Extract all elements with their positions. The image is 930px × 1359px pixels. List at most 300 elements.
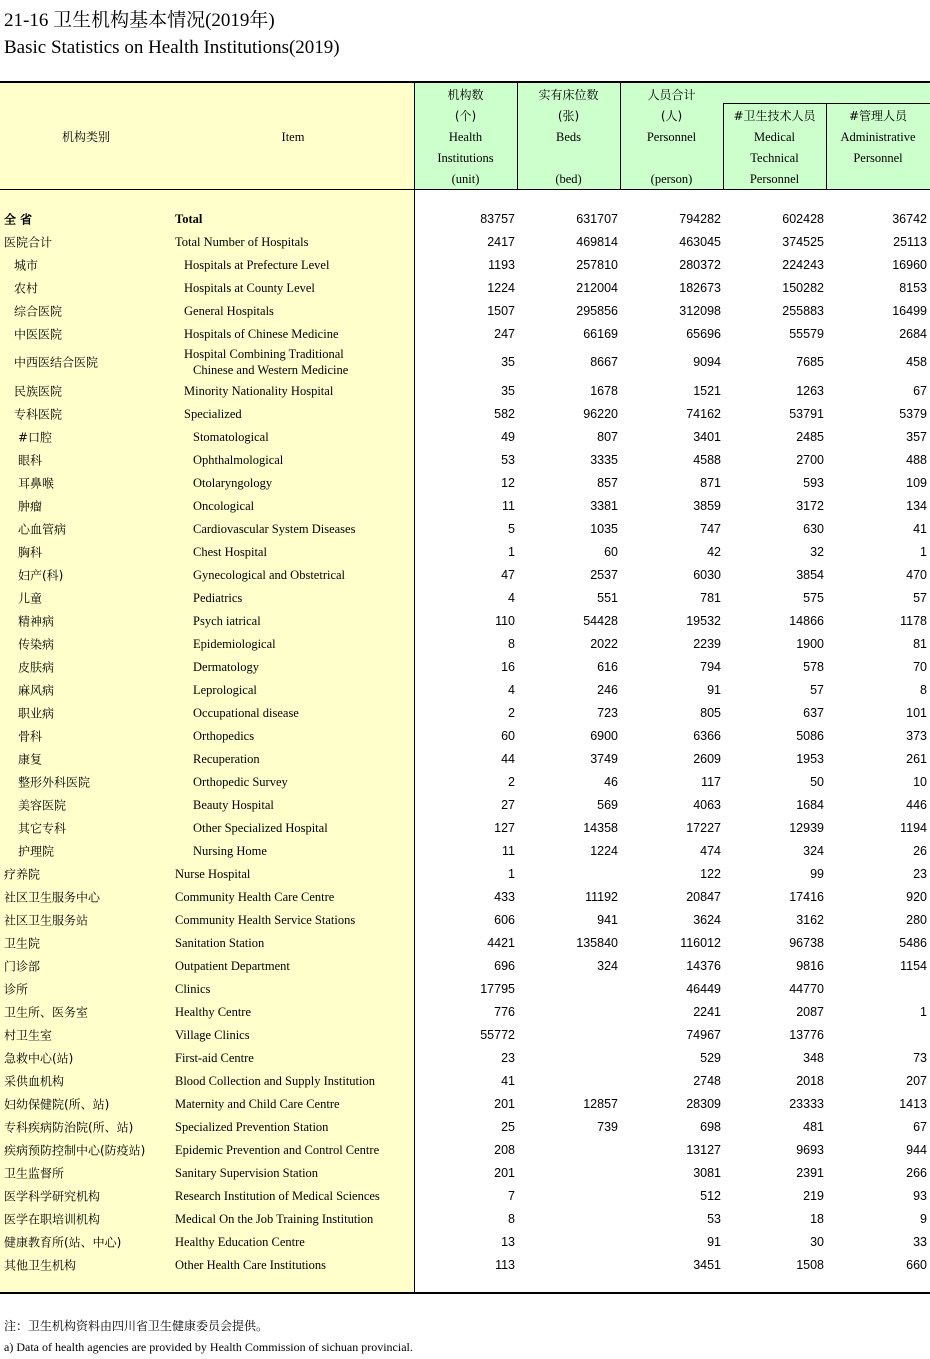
row-value-4: 50 <box>810 774 824 789</box>
table-row <box>0 253 930 276</box>
row-category-cn: 医学科学研究机构 <box>4 1189 101 1203</box>
table-row <box>0 1069 930 1092</box>
row-value-1: 47 <box>501 567 515 582</box>
row-value-5: 33 <box>913 1234 927 1249</box>
row-category-cn: 中医医院 <box>14 327 63 341</box>
row-value-3: 794 <box>700 659 721 674</box>
row-item-en: Blood Collection and Supply Institution <box>175 1073 375 1088</box>
row-value-5: 1194 <box>900 820 927 835</box>
row-value-5: 16960 <box>892 257 927 272</box>
row-category-cn: 骨科 <box>18 729 43 743</box>
row-value-4: 23333 <box>789 1096 824 1111</box>
row-value-5: 357 <box>906 429 927 444</box>
row-value-1: 1 <box>508 866 515 881</box>
row-value-5: 944 <box>906 1142 927 1157</box>
row-category-cn: 其它专科 <box>18 821 67 835</box>
table-row <box>0 793 930 816</box>
header-personnel: 人员合计 (人) Personnel (person) <box>646 88 697 186</box>
row-value-2: 66169 <box>583 326 618 341</box>
table-row <box>0 276 930 299</box>
row-value-3: 312098 <box>679 303 721 318</box>
row-value-1: 127 <box>494 820 515 835</box>
row-value-2: 3335 <box>590 452 618 467</box>
table-row <box>0 540 930 563</box>
row-value-4: 12939 <box>789 820 824 835</box>
row-category-cn: 麻风病 <box>18 683 55 697</box>
header-institutions: 机构数 (个) Health Institutions (unit) <box>437 88 494 186</box>
row-value-2: 46 <box>604 774 618 789</box>
row-category-cn: 精神病 <box>18 614 55 628</box>
row-value-5: 261 <box>906 751 927 766</box>
row-value-1: 12 <box>501 475 515 490</box>
row-item-en: Medical On the Job Training Institution <box>175 1211 374 1226</box>
row-value-4: 219 <box>803 1188 824 1203</box>
row-value-5: 134 <box>906 498 927 513</box>
row-value-4: 255883 <box>782 303 824 318</box>
row-value-4: 578 <box>803 659 824 674</box>
row-value-4: 1953 <box>796 751 824 766</box>
table-row <box>0 517 930 540</box>
row-value-2: 739 <box>597 1119 618 1134</box>
row-value-1: 1224 <box>487 280 515 295</box>
row-value-3: 3081 <box>693 1165 721 1180</box>
table-row <box>0 563 930 586</box>
row-value-4: 2087 <box>796 1004 824 1019</box>
row-value-4: 324 <box>803 843 824 858</box>
row-value-2: 11192 <box>585 889 618 904</box>
row-item-en: Ophthalmological <box>193 452 284 467</box>
row-item-en: Outpatient Department <box>175 958 290 973</box>
row-category-cn: 卫生监督所 <box>4 1166 65 1180</box>
row-value-2: 2537 <box>590 567 618 582</box>
table-row <box>0 1000 930 1023</box>
table-rows <box>0 207 930 1276</box>
row-item-en: Nurse Hospital <box>175 866 251 881</box>
table-row <box>0 299 930 322</box>
row-value-1: 11 <box>502 843 515 858</box>
row-category-cn: 耳鼻喉 <box>18 476 55 490</box>
table-row <box>0 425 930 448</box>
row-value-3: 74162 <box>686 406 721 421</box>
row-item-en: Oncological <box>193 498 255 513</box>
row-value-4: 2018 <box>796 1073 824 1088</box>
row-value-3: 28309 <box>686 1096 721 1111</box>
table-row <box>0 954 930 977</box>
row-value-2: 8667 <box>590 355 618 369</box>
table-row <box>0 724 930 747</box>
row-value-1: 1193 <box>488 257 515 272</box>
row-value-4: 637 <box>803 705 824 720</box>
header-admin: #管理人员 Administrative Personnel <box>840 109 916 165</box>
row-value-2: 569 <box>597 797 618 812</box>
row-value-1: 247 <box>494 326 515 341</box>
row-value-2: 551 <box>597 590 618 605</box>
row-value-5: 67 <box>913 383 927 398</box>
row-value-3: 1521 <box>693 383 721 398</box>
row-value-4: 99 <box>810 866 824 881</box>
row-value-4: 1263 <box>796 383 824 398</box>
row-item-en: Occupational disease <box>193 705 299 720</box>
table-row <box>0 770 930 793</box>
row-category-cn: 疗养院 <box>4 867 41 881</box>
row-value-4: 3162 <box>796 912 824 927</box>
row-value-5: 41 <box>913 521 927 536</box>
row-value-1: 1507 <box>487 303 515 318</box>
row-category-cn: 疾病预防控制中心(防疫站) <box>4 1143 146 1157</box>
row-category-cn: 胸科 <box>18 545 43 559</box>
row-value-2: 616 <box>597 659 618 674</box>
row-value-1: 8 <box>508 636 515 651</box>
row-value-1: 2417 <box>487 234 515 249</box>
row-item-en: Otolaryngology <box>193 475 273 490</box>
table-row <box>0 678 930 701</box>
row-category-cn: 康复 <box>18 752 43 766</box>
statistics-table <box>0 81 930 1294</box>
row-value-1: 7 <box>508 1188 515 1203</box>
row-category-cn: 眼科 <box>18 453 43 467</box>
row-value-2: 246 <box>597 682 618 697</box>
row-value-5: 10 <box>913 774 927 789</box>
row-value-2: 14358 <box>583 820 618 835</box>
row-value-5: 93 <box>913 1188 927 1203</box>
table-row <box>0 322 930 345</box>
row-category-cn: 中西医结合医院 <box>14 355 99 370</box>
row-value-1: 13 <box>501 1234 515 1249</box>
table-body <box>0 190 930 1294</box>
row-value-1: 696 <box>494 958 515 973</box>
row-value-3: 46449 <box>686 981 721 996</box>
row-value-3: 3859 <box>693 498 721 513</box>
table-row <box>0 931 930 954</box>
header-item-en: Item <box>281 130 305 144</box>
row-value-3: 42 <box>707 544 721 559</box>
row-value-3: 117 <box>701 774 721 789</box>
row-value-5: 25113 <box>893 234 927 249</box>
row-value-1: 582 <box>494 406 515 421</box>
row-value-1: 44 <box>501 751 515 766</box>
row-value-2: 857 <box>597 475 618 490</box>
row-category-cn: 医学在职培训机构 <box>4 1212 101 1226</box>
row-item-en: Gynecological and Obstetrical <box>193 567 346 582</box>
table-row <box>0 1115 930 1138</box>
row-value-2: 3749 <box>590 751 618 766</box>
row-value-2: 12857 <box>583 1096 618 1111</box>
row-item-en: Village Clinics <box>175 1027 250 1042</box>
row-value-1: 4 <box>508 682 515 697</box>
row-item-en: Stomatological <box>193 429 269 444</box>
row-value-5: 1 <box>920 544 927 559</box>
row-category-cn: 民族医院 <box>14 384 63 398</box>
row-item-en: Beauty Hospital <box>193 797 274 812</box>
row-value-5: 280 <box>906 912 927 927</box>
row-value-3: 19532 <box>686 613 721 628</box>
row-value-5: 373 <box>906 728 927 743</box>
row-item-en: Healthy Education Centre <box>175 1234 305 1249</box>
row-value-2: 1224 <box>590 843 618 858</box>
row-value-4: 575 <box>803 590 824 605</box>
row-value-1: 35 <box>501 383 515 398</box>
row-value-2: 469814 <box>576 234 618 249</box>
row-value-4: 13776 <box>789 1027 824 1042</box>
row-item-en: Chest Hospital <box>193 544 267 559</box>
row-item-en: Healthy Centre <box>175 1004 252 1019</box>
row-value-1: 25 <box>501 1119 515 1134</box>
row-value-4: 224243 <box>782 257 824 272</box>
row-value-5: 446 <box>906 797 927 812</box>
row-value-3: 53 <box>707 1211 721 1226</box>
table-row <box>0 345 930 379</box>
row-value-5: 1178 <box>900 613 927 628</box>
row-item-en: Sanitary Supervision Station <box>175 1165 319 1180</box>
row-value-4: 2700 <box>796 452 824 467</box>
row-value-5: 101 <box>906 705 927 720</box>
row-value-5: 470 <box>906 567 927 582</box>
row-value-4: 481 <box>803 1119 824 1134</box>
row-value-5: 23 <box>913 866 927 881</box>
note-cn: 注：卫生机构资料由四川省卫生健康委员会提供。 <box>4 1319 269 1333</box>
page-title-cn: 21-16 卫生机构基本情况(2019年) <box>4 10 275 31</box>
row-item-en: Hospital Combining Traditional Chinese and Western Medicine <box>184 347 349 377</box>
row-value-5: 5379 <box>899 406 927 421</box>
table-row <box>0 816 930 839</box>
row-value-4: 1900 <box>796 636 824 651</box>
table-row <box>0 586 930 609</box>
row-value-4: 630 <box>803 521 824 536</box>
table-row <box>0 471 930 494</box>
row-value-3: 20847 <box>686 889 721 904</box>
row-value-3: 116012 <box>680 935 721 950</box>
table-row <box>0 1184 930 1207</box>
row-category-cn: 城市 <box>14 258 39 272</box>
row-category-cn: 肿瘤 <box>18 499 43 513</box>
row-value-3: 747 <box>700 521 721 536</box>
row-value-5: 5486 <box>899 935 927 950</box>
row-value-5: 458 <box>906 355 927 369</box>
row-value-3: 4588 <box>693 452 721 467</box>
row-value-4: 7685 <box>796 355 824 369</box>
row-item-en: Pediatrics <box>193 590 243 605</box>
row-category-cn: 医院合计 <box>4 235 53 249</box>
row-value-1: 83757 <box>480 211 515 226</box>
row-value-2: 1678 <box>590 383 618 398</box>
table-row <box>0 1161 930 1184</box>
table-row <box>0 207 930 230</box>
row-item-en: Dermatology <box>193 659 259 674</box>
row-value-2: 2022 <box>590 636 618 651</box>
table-row <box>0 655 930 678</box>
row-value-1: 11 <box>502 498 515 513</box>
row-category-cn: 其他卫生机构 <box>4 1258 77 1272</box>
row-item-en: Community Health Care Centre <box>175 889 335 904</box>
row-value-4: 17416 <box>789 889 824 904</box>
row-value-3: 529 <box>700 1050 721 1065</box>
row-value-4: 150282 <box>782 280 824 295</box>
row-item-en: Total Number of Hospitals <box>175 234 309 249</box>
row-value-2: 212004 <box>576 280 618 295</box>
row-category-cn: 美容医院 <box>18 798 67 812</box>
row-value-3: 3451 <box>693 1257 721 1272</box>
row-item-en: Psych iatrical <box>193 613 261 628</box>
header-medical-tech: #卫生技术人员 Medical Technical Personnel <box>733 109 816 186</box>
row-category-cn: 采供血机构 <box>4 1074 65 1088</box>
table-row <box>0 862 930 885</box>
row-value-2: 807 <box>597 429 618 444</box>
row-category-cn: 妇产(科) <box>18 568 64 582</box>
row-value-5: 1154 <box>900 958 927 973</box>
row-value-4: 1508 <box>796 1257 824 1272</box>
row-value-2: 324 <box>597 958 618 973</box>
row-value-2: 1035 <box>590 521 618 536</box>
row-item-en: Orthopedics <box>193 728 255 743</box>
row-value-1: 23 <box>501 1050 515 1065</box>
row-category-cn: 专科医院 <box>14 407 63 421</box>
row-value-3: 2748 <box>693 1073 721 1088</box>
row-value-3: 280372 <box>679 257 721 272</box>
row-value-2: 631707 <box>576 211 618 226</box>
row-value-4: 18 <box>810 1211 824 1226</box>
row-value-1: 201 <box>494 1165 515 1180</box>
row-category-cn: 护理院 <box>18 844 55 858</box>
row-value-4: 55579 <box>789 326 824 341</box>
row-item-en: Hospitals at Prefecture Level <box>184 257 330 272</box>
row-value-3: 6030 <box>693 567 721 582</box>
row-value-3: 2609 <box>693 751 721 766</box>
table-row <box>0 885 930 908</box>
row-value-4: 57 <box>810 682 824 697</box>
row-value-3: 794282 <box>679 211 721 226</box>
row-value-2: 941 <box>597 912 618 927</box>
row-category-cn: 社区卫生服务中心 <box>4 890 101 904</box>
row-value-1: 60 <box>501 728 515 743</box>
row-item-en: Community Health Service Stations <box>175 912 356 927</box>
row-item-en: First-aid Centre <box>175 1050 254 1065</box>
row-value-2: 257810 <box>576 257 618 272</box>
row-value-4: 44770 <box>789 981 824 996</box>
row-value-3: 3624 <box>693 912 721 927</box>
row-value-4: 2485 <box>796 429 824 444</box>
row-value-4: 9816 <box>796 958 824 973</box>
row-value-1: 4421 <box>487 935 515 950</box>
row-value-1: 2 <box>508 774 515 789</box>
row-item-en: Epidemic Prevention and Control Centre <box>175 1142 380 1157</box>
table-row <box>0 839 930 862</box>
row-category-cn: 卫生院 <box>4 936 41 950</box>
row-value-5: 8153 <box>899 280 927 295</box>
row-value-4: 1684 <box>796 797 824 812</box>
row-value-3: 91 <box>707 1234 721 1249</box>
row-value-1: 53 <box>501 452 515 467</box>
row-category-cn: 综合医院 <box>14 304 63 318</box>
row-value-4: 3172 <box>796 498 824 513</box>
row-value-5: 73 <box>913 1050 927 1065</box>
row-category-cn: 急救中心(站) <box>4 1051 74 1065</box>
row-value-4: 374525 <box>782 234 824 249</box>
row-item-en: General Hospitals <box>184 303 274 318</box>
row-category-cn: 皮肤病 <box>18 660 55 674</box>
row-category-cn: 全 省 <box>4 212 33 226</box>
row-value-3: 13127 <box>686 1142 721 1157</box>
row-value-3: 17227 <box>686 820 721 835</box>
row-category-cn: 社区卫生服务站 <box>4 913 89 927</box>
row-value-4: 593 <box>803 475 824 490</box>
row-value-1: 208 <box>494 1142 515 1157</box>
row-value-4: 348 <box>803 1050 824 1065</box>
row-value-4: 2391 <box>796 1165 824 1180</box>
row-category-cn: 整形外科医院 <box>18 775 91 789</box>
row-item-en: Maternity and Child Care Centre <box>175 1096 340 1111</box>
row-value-1: 113 <box>495 1257 515 1272</box>
row-value-3: 805 <box>700 705 721 720</box>
row-item-en: Epidemiological <box>193 636 276 651</box>
row-value-5: 1413 <box>899 1096 927 1111</box>
row-value-2: 723 <box>597 705 618 720</box>
note-en: a) Data of health agencies are provided by Health Commission of sichuan provincial. <box>4 1340 413 1354</box>
row-value-3: 14376 <box>686 958 721 973</box>
row-value-4: 602428 <box>782 211 824 226</box>
row-value-3: 781 <box>700 590 721 605</box>
table-row <box>0 1207 930 1230</box>
row-value-5: 488 <box>906 452 927 467</box>
table-row <box>0 632 930 655</box>
row-item-en: Specialized <box>184 406 242 421</box>
row-value-3: 122 <box>700 866 721 881</box>
row-value-5: 16499 <box>892 303 927 318</box>
row-category-cn: #口腔 <box>18 430 53 444</box>
row-value-5: 67 <box>913 1119 927 1134</box>
table-row <box>0 1253 930 1276</box>
row-item-en: Research Institution of Medical Sciences <box>175 1188 380 1203</box>
row-value-5: 109 <box>906 475 927 490</box>
row-category-cn: 健康教育所(站、中心) <box>4 1235 122 1249</box>
row-value-5: 660 <box>906 1257 927 1272</box>
row-value-1: 1 <box>508 544 515 559</box>
row-value-3: 9094 <box>693 355 721 369</box>
row-category-cn: 村卫生室 <box>4 1028 53 1042</box>
table-row <box>0 402 930 425</box>
row-value-4: 9693 <box>796 1142 824 1157</box>
row-value-2: 60 <box>604 544 618 559</box>
row-value-2: 54428 <box>583 613 618 628</box>
row-value-5: 207 <box>906 1073 927 1088</box>
row-value-4: 14866 <box>789 613 824 628</box>
row-value-1: 776 <box>494 1004 515 1019</box>
row-value-5: 26 <box>913 843 927 858</box>
row-item-en: Other Specialized Hospital <box>193 820 328 835</box>
row-item-en: Total <box>175 211 203 226</box>
table-row <box>0 908 930 931</box>
table-row <box>0 1023 930 1046</box>
row-item-en: Other Health Care Institutions <box>175 1257 327 1272</box>
row-value-1: 16 <box>501 659 515 674</box>
row-item-en: Hospitals of Chinese Medicine <box>184 326 339 341</box>
table-header <box>0 81 930 190</box>
row-value-3: 6366 <box>693 728 721 743</box>
row-value-3: 65696 <box>686 326 721 341</box>
table-row <box>0 1092 930 1115</box>
row-item-en: Nursing Home <box>193 843 267 858</box>
row-value-5: 70 <box>913 659 927 674</box>
row-value-5: 2684 <box>899 326 927 341</box>
row-value-1: 2 <box>508 705 515 720</box>
row-value-5: 57 <box>913 590 927 605</box>
row-value-1: 35 <box>501 355 515 369</box>
row-value-4: 3854 <box>796 567 824 582</box>
row-value-1: 606 <box>494 912 515 927</box>
row-value-3: 182673 <box>679 280 721 295</box>
row-category-cn: 儿童 <box>18 591 43 605</box>
row-value-5: 36742 <box>892 211 927 226</box>
row-category-cn: 农村 <box>14 281 39 295</box>
